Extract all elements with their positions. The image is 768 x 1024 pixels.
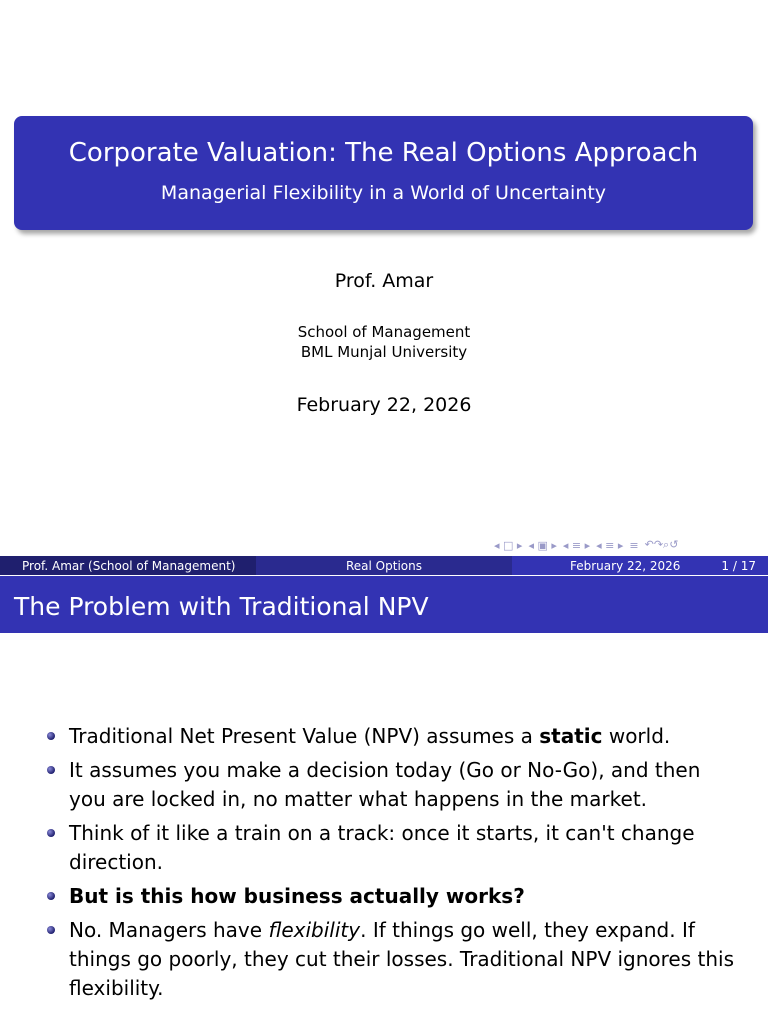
frame-title-bar (0, 576, 768, 633)
presentation-subtitle: Managerial Flexibility in a World of Uncertainty (160, 182, 607, 204)
list-item (0, 916, 768, 1003)
list-item (0, 819, 768, 877)
bullet-icon (47, 829, 55, 837)
nav-frame-icon[interactable]: ◂ □ ▸ (494, 538, 523, 552)
bullet-icon (47, 926, 55, 934)
item-bold-text: But is this how business actually works? (69, 884, 525, 908)
institute-line-1: School of Management (297, 323, 471, 341)
footer-date: February 22, 2026 (570, 558, 681, 573)
bullet-icon (47, 732, 55, 740)
navigation-symbols (494, 538, 764, 552)
list-item (0, 722, 768, 751)
bullet-list (0, 722, 768, 1008)
nav-subsection-icon[interactable]: ◂ ▣ ▸ (528, 538, 557, 552)
institute (0, 322, 768, 362)
list-item (0, 756, 768, 814)
item-text: No. Managers have (69, 918, 269, 942)
bullet-icon (47, 892, 55, 900)
footer (0, 556, 768, 575)
item-text: world. (602, 724, 671, 748)
nav-appendix-icon[interactable]: ≡ (629, 538, 639, 552)
presentation-title: Corporate Valuation: The Real Options Approach (68, 138, 699, 168)
footer-author (0, 556, 256, 575)
nav-document-icon[interactable]: ◂ ≡ ▸ (596, 538, 624, 552)
footer-author-text: Prof. Amar (School of Management) (22, 558, 236, 573)
footer-title-text: Real Options (346, 558, 422, 573)
nav-section-icon[interactable]: ◂ ≡ ▸ (562, 538, 591, 552)
bullet-icon (47, 766, 55, 774)
list-item (0, 882, 768, 911)
item-text: It assumes you make a decision today (Go or No-Go), and then you are locked in, no matter what happens in the market. (69, 758, 701, 811)
author: Prof. Amar (334, 270, 434, 292)
presentation-date: February 22, 2026 (296, 394, 472, 416)
footer-title (256, 556, 512, 575)
nav-search-back-icon[interactable]: ↶↷⌕↺ (644, 538, 679, 551)
item-bold-text: static (539, 724, 603, 748)
item-text: . If things go well, they expand. If things go poorly, they cut their losses. Traditional NPV ignores this flexibility. (69, 918, 734, 1000)
item-text: Traditional Net Present Value (NPV) assumes a (69, 724, 540, 748)
page-number: 1 / 17 (721, 558, 756, 573)
title-block (14, 116, 753, 230)
item-text: Think of it like a train on a track: once it starts, it can't change direction. (69, 821, 695, 874)
item-italic-text: flexibility (268, 918, 361, 942)
frame-title: The Problem with Traditional NPV (14, 592, 429, 621)
institute-line-2: BML Munjal University (300, 343, 468, 361)
footer-date-page (512, 556, 768, 575)
